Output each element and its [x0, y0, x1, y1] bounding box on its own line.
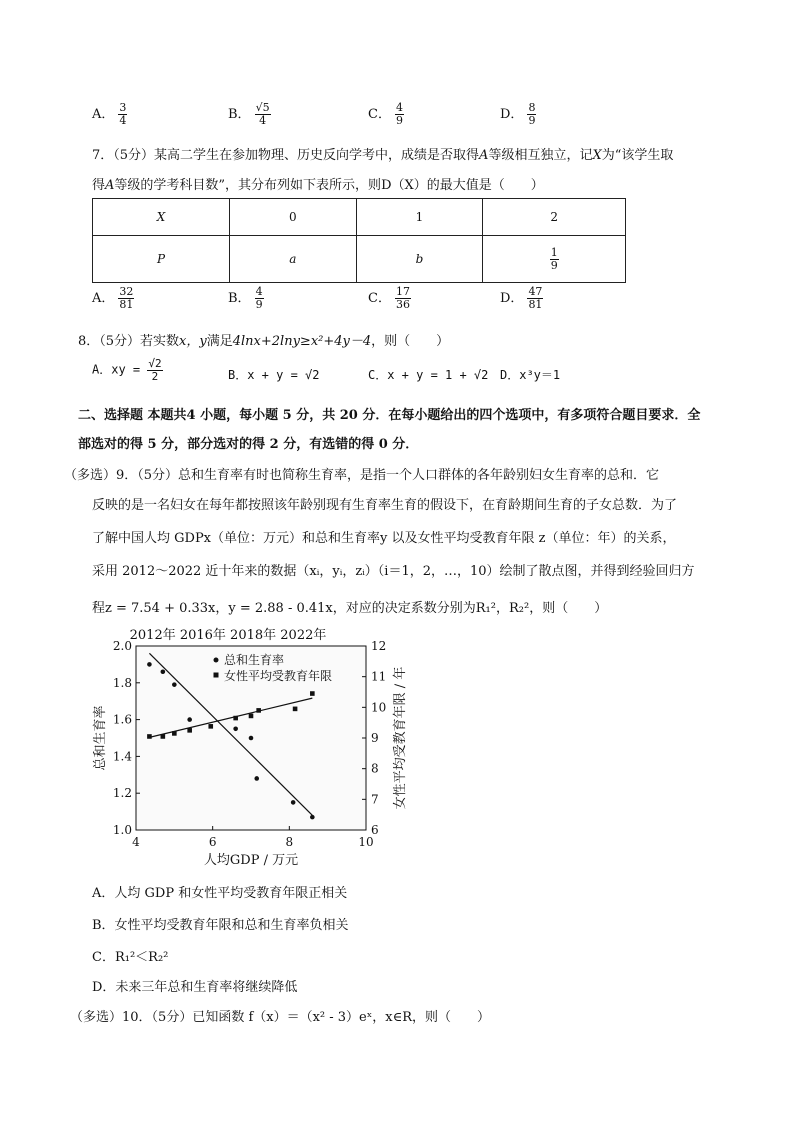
data-point-edu — [187, 728, 192, 733]
x-tick-label: 8 — [285, 835, 294, 849]
data-point-tfr — [147, 662, 152, 667]
q7-option-c-frac: $\frac{17}{36}$ — [395, 285, 410, 311]
q8-options — [92, 358, 692, 394]
q6-option-a-frac: $\frac{3}{4}$ — [119, 101, 127, 127]
y-axis-label: 总和生育率 — [93, 705, 108, 771]
y2-tick-label: 8 — [371, 761, 379, 776]
q6-option-d: D． $\frac{8}{9}$ — [500, 101, 536, 127]
section2-header-line1: 二、选择题 本题共4 小题，每小题 5 分，共 20 分．在每小题给出的四个选项中，有多项符合题目要求．全 — [78, 408, 701, 423]
y-tick-label: 1.6 — [112, 712, 132, 727]
q9-option-a: A．人均 GDP 和女性平均受教育年限正相关 — [92, 886, 348, 901]
data-point-tfr — [310, 815, 315, 820]
q6-option-d-frac: $\frac{8}{9}$ — [528, 101, 536, 127]
q7-stem-line1: 7．（5分）某高二学生在参加物理、历史反向学考中，成绩是否取得A等级相互独立，记X为“该学生取 — [92, 148, 674, 163]
q6-option-b-frac: $\frac{√5}{4}$ — [255, 101, 270, 127]
q7-option-b: B． $\frac{4}{9}$ — [228, 285, 263, 311]
legend-label-tfr: 总和生育率 — [224, 653, 285, 667]
legend-circle-marker — [214, 658, 219, 663]
q9-option-c: C．R₁²＜R₂² — [92, 950, 169, 965]
y-tick-label: 1.8 — [112, 675, 132, 690]
q7-distribution-table — [92, 198, 626, 283]
data-point-edu — [233, 716, 238, 721]
data-point-edu — [293, 707, 298, 712]
table-cell: 1 — [356, 199, 483, 236]
q7-stem-line2: 得A等级的学考科目数”，其分布列如下表所示，则D（X）的最大值是（ ） — [92, 178, 544, 193]
q10-stem: （多选）10．（5分）已知函数 f（x）＝（x² - 3）eˣ，x∈R，则（ ） — [70, 1010, 491, 1025]
x-tick-label: 6 — [208, 835, 217, 849]
legend-label-edu: 女性平均受教育年限 — [224, 669, 333, 683]
q7-option-d: D． $\frac{47}{81}$ — [500, 285, 543, 311]
data-point-tfr — [187, 717, 192, 722]
table-cell: b — [356, 236, 483, 283]
q8-option-d: D．x³y＝1 — [500, 368, 561, 382]
q9-stem-line4: 采用 2012～2022 近十年来的数据（xᵢ，yᵢ，zᵢ）（i＝1，2，…，10）绘制了散点图，并得到经验回归方 — [92, 564, 695, 579]
table-cell: P — [93, 236, 230, 283]
q9-stem-line5: 程z = 7.54 + 0.33x，y = 2.88 - 0.41x，对应的决定系数分别为R₁²，R₂²，则（ ） — [92, 601, 608, 616]
y2-tick-label: 6 — [371, 823, 379, 837]
data-point-tfr — [233, 727, 238, 732]
data-point-edu — [256, 708, 261, 713]
table-cell: 2 — [483, 199, 626, 236]
y-tick-label: 1.0 — [112, 823, 132, 837]
q7-option-a-frac: $\frac{32}{81}$ — [119, 285, 134, 311]
q6-option-c: C． $\frac{4}{9}$ — [368, 101, 403, 127]
q9-stem-line2: 反映的是一名妇女在每年都按照该年龄别现有生育率生育的假设下，在育龄期间生育的子女总数．为了 — [92, 498, 678, 513]
table-cell — [483, 236, 626, 283]
data-point-edu — [208, 724, 213, 729]
x-tick-label: 4 — [132, 835, 140, 849]
q9-stem-line3: 了解中国人均 GDPx（单位：万元）和总和生育率y 以及女性平均受教育年限 z（单位：年）的关系， — [92, 531, 676, 546]
q7-option-b-frac: $\frac{4}{9}$ — [255, 285, 263, 311]
q7-option-a: A． $\frac{32}{81}$ — [92, 285, 134, 311]
q8-option-a: A．xy = $\frac{√2}{2}$ — [92, 357, 162, 383]
y2-tick-label: 7 — [371, 792, 379, 807]
q8-option-c: C．x + y = 1 + √2 — [368, 368, 489, 382]
table-cell: a — [230, 236, 356, 283]
q8-option-a-frac: $\frac{√2}{2}$ — [148, 357, 162, 383]
q6-option-b: B． $\frac{√5}{4}$ — [228, 101, 270, 127]
table-cell: 0 — [230, 199, 356, 236]
legend-square-marker — [214, 673, 219, 678]
q8-stem: 8．（5分）若实数x，y满足4lnx+2lny≥x²+4y－4，则（ ） — [78, 334, 450, 349]
y2-tick-label: 9 — [371, 731, 379, 745]
data-point-tfr — [254, 776, 259, 781]
data-point-edu — [147, 734, 152, 739]
x-tick-label: 10 — [358, 835, 374, 849]
y2-tick-label: 12 — [371, 639, 387, 653]
chart-title: 2012年 2016年 2018年 2022年 — [129, 628, 327, 643]
q6-options — [92, 102, 692, 136]
q9-scatter-chart — [88, 622, 428, 874]
data-point-tfr — [172, 682, 177, 687]
data-point-edu — [172, 731, 177, 736]
q9-option-d: D．未来三年总和生育率将继续降低 — [92, 980, 298, 995]
q7-option-d-frac: $\frac{47}{81}$ — [528, 285, 543, 311]
data-point-tfr — [249, 736, 254, 741]
q9-stem-line1: （多选）9．（5分）总和生育率有时也简称生育率，是指一个人口群体的各年龄别妇女生育率的总和．它 — [64, 468, 660, 483]
y-tick-label: 2.0 — [112, 639, 132, 653]
data-point-tfr — [161, 669, 166, 674]
data-point-edu — [249, 714, 254, 719]
table-cell: X — [93, 199, 230, 236]
table-row — [93, 236, 626, 283]
q9-option-b: B．女性平均受教育年限和总和生育率负相关 — [92, 918, 349, 933]
data-point-tfr — [291, 800, 296, 805]
data-point-edu — [161, 734, 166, 739]
section2-header-line2: 部选对的得 5 分，部分选对的得 2 分，有选错的得 0 分． — [78, 437, 419, 452]
q7-options — [92, 286, 692, 320]
table-cell-frac: $\frac{1}{9}$ — [550, 245, 558, 272]
q8-option-b: B．x + y = √2 — [228, 368, 320, 382]
data-point-edu — [310, 691, 315, 696]
y2-axis-label: 女性平均受教育年限 / 年 — [393, 666, 408, 810]
q6-option-c-frac: $\frac{4}{9}$ — [395, 101, 403, 127]
y-tick-label: 1.4 — [112, 749, 132, 764]
table-row — [93, 199, 626, 236]
q7-option-c: C． $\frac{17}{36}$ — [368, 285, 410, 311]
y2-tick-label: 11 — [371, 669, 387, 684]
x-axis-label: 人均GDP / 万元 — [203, 853, 299, 868]
y2-tick-label: 10 — [371, 700, 387, 715]
q6-option-a: A． $\frac{3}{4}$ — [92, 101, 127, 127]
y-tick-label: 1.2 — [112, 786, 132, 801]
